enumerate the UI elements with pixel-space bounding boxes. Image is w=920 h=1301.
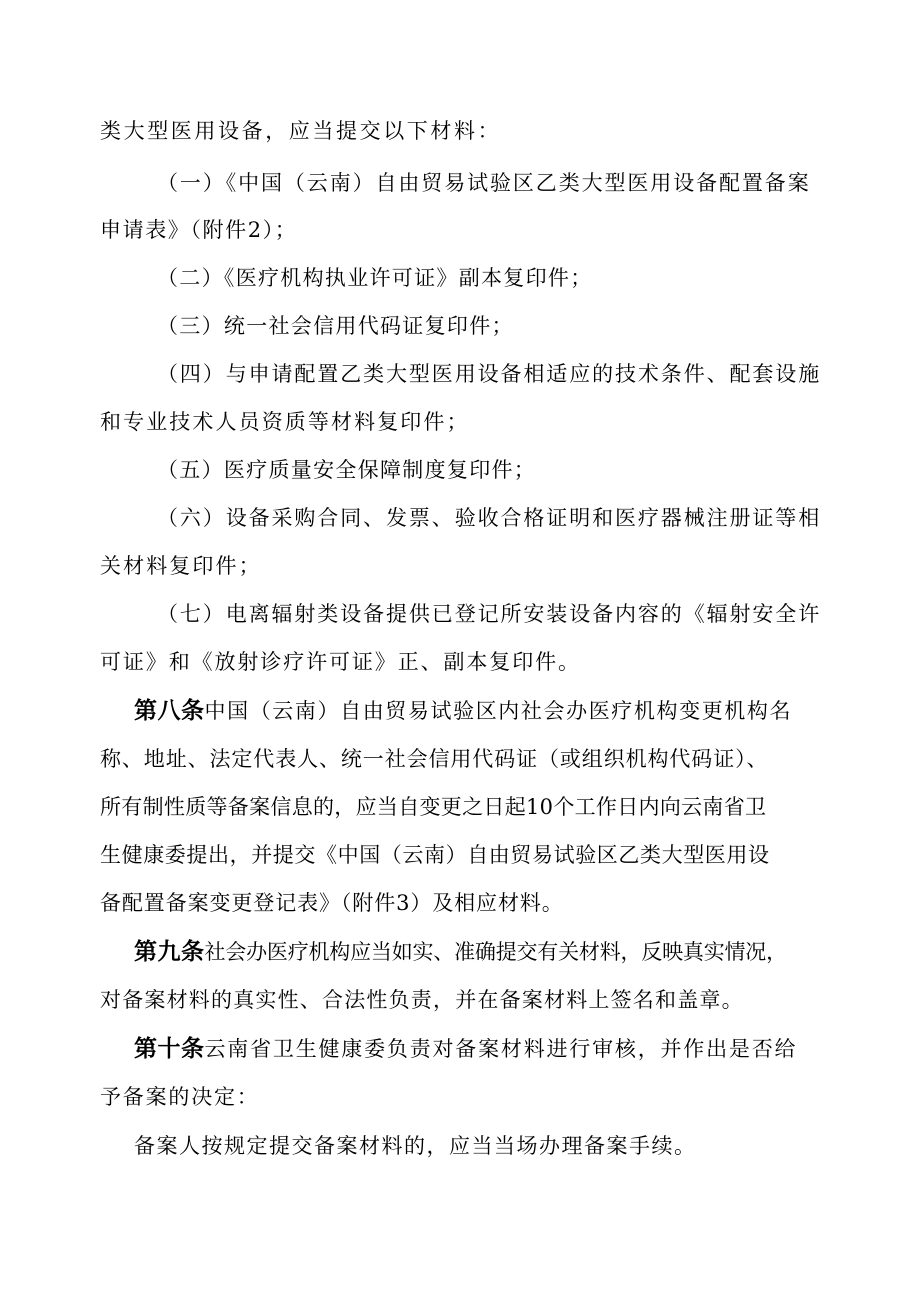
- article-10-title: 第十条: [134, 1036, 205, 1062]
- item-3-line: （三）统一社会信用代码证复印件；: [157, 314, 514, 338]
- article-8-text-1: 中国（云南）自由贸易试验区内社会办医疗机构变更机构名: [204, 699, 793, 723]
- item-1-line-1: （一）《中国（云南）自由贸易试验区乙类大型医用设备配置备案: [157, 171, 811, 195]
- article-10-line-1: [134, 1034, 920, 1064]
- article-9-line-1: [134, 937, 920, 967]
- intro-line: 类大型医用设备，应当提交以下材料：: [100, 119, 502, 143]
- item-6-line-1: （六）设备采购合同、发票、验收合格证明和医疗器械注册证等相: [157, 506, 822, 530]
- article-8-line-2: 称、地址、法定代表人、统一社会信用代码证（或组织机构代码证）、: [100, 747, 769, 771]
- item-7-line-2: 可证》和《放射诊疗许可证》正、副本复印件。: [100, 650, 581, 674]
- article-9-title: 第九条: [134, 939, 205, 965]
- item-4-line-2: 和专业技术人员资质等材料复印件；: [100, 410, 470, 434]
- item-5-line: （五）医疗质量安全保障制度复印件；: [157, 458, 537, 482]
- article-8-line-5: 备配置备案变更登记表》（附件3）及相应材料。: [100, 891, 564, 915]
- item-7-line-1: （七）电离辐射类设备提供已登记所安装设备内容的《辐射安全许: [157, 602, 822, 626]
- article-8-line-1: [134, 696, 920, 726]
- closing-line: 备案人按规定提交备案材料的，应当当场办理备案手续。: [134, 1134, 697, 1158]
- article-9-line-2: 对备案材料的真实性、合法性负责，并在备案材料上签名和盖章。: [100, 988, 744, 1012]
- item-2-line: （二）《医疗机构执业许可证》副本复印件；: [157, 266, 593, 290]
- article-8-title: 第八条: [134, 698, 205, 724]
- item-6-line-2: 关材料复印件；: [100, 554, 262, 578]
- item-1-line-2: 申请表》（附件2）；: [100, 218, 298, 242]
- article-10-line-2: 予备案的决定：: [100, 1085, 260, 1109]
- article-10-text-1: 云南省卫生健康委负责对备案材料进行审核，并作出是否给: [204, 1037, 798, 1061]
- article-8-line-3: 所有制性质等备案信息的，应当自变更之日起10个工作日内向云南省卫: [100, 795, 767, 819]
- article-9-text-1: 社会办医疗机构应当如实、准确提交有关材料，反映真实情况，: [204, 940, 787, 964]
- article-8-line-4: 生健康委提出，并提交《中国（云南）自由贸易试验区乙类大型医用设: [100, 843, 770, 867]
- item-4-line-1: （四）与申请配置乙类大型医用设备相适应的技术条件、配套设施: [157, 362, 822, 386]
